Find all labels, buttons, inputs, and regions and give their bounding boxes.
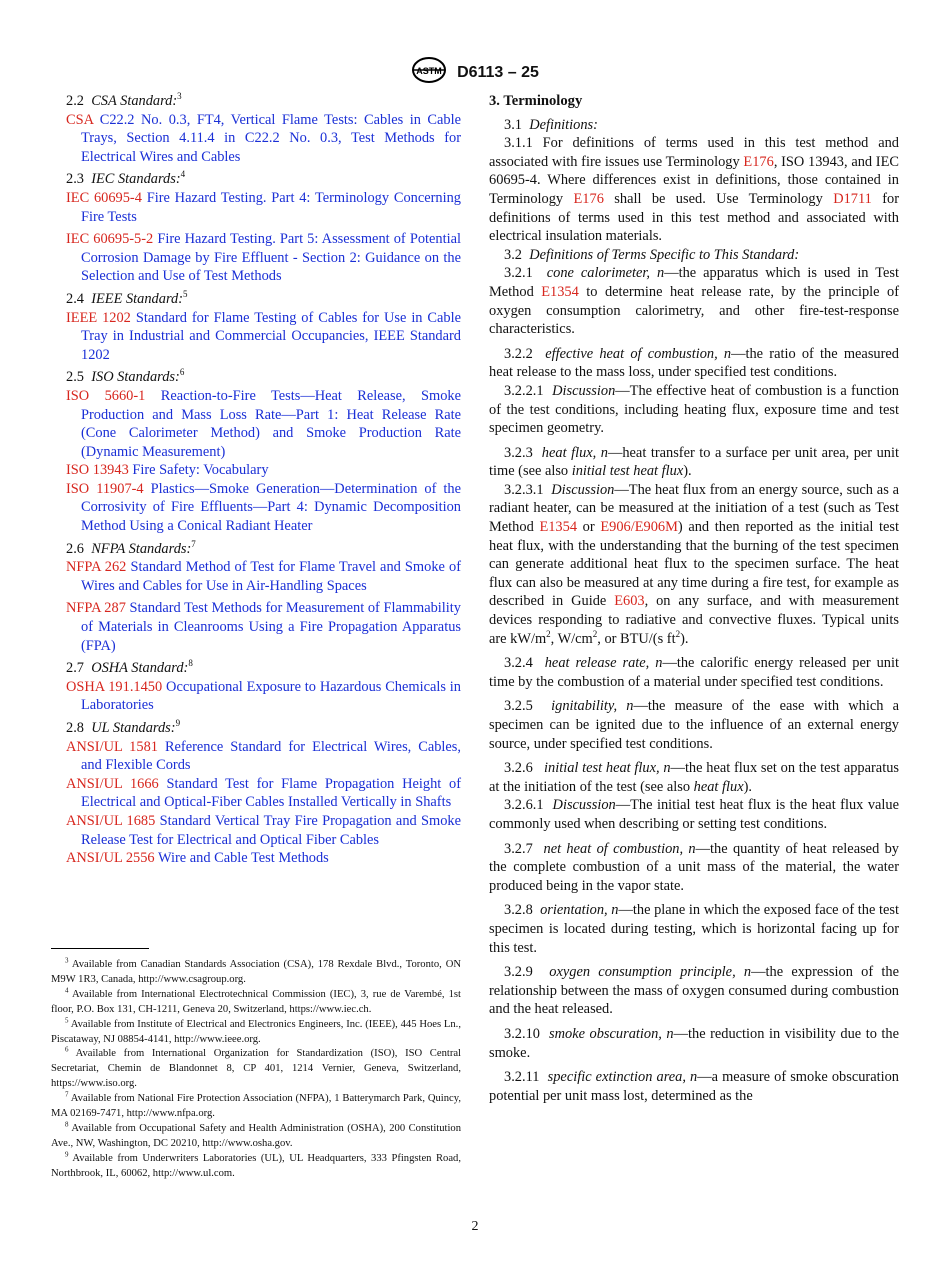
section-2-8: 2.8 UL Standards:$^9$ bbox=[66, 718, 181, 736]
ref-csa bbox=[66, 111, 461, 167]
ref-title[interactable]: Standard Test for Flame Propagation Height of Electrical and Optical-Fiber Cables Installed Vertically in Shafts bbox=[81, 775, 461, 811]
para-3-2-1: 3.2.1 cone calorimeter, n—the apparatus which is used in Test Method E1354 to determine heat release rate, by the principle of oxygen consumption calorimetry, and other fire-test-response characteristics. bbox=[489, 265, 899, 338]
ref-ul-2556 bbox=[66, 849, 461, 868]
section-2-2: 2.2 CSA Standard:$^3$ bbox=[66, 91, 182, 109]
ref-link-e176[interactable]: E176 bbox=[743, 153, 774, 170]
ref-title[interactable]: Reference Standard for Electrical Wires, Cables, and Flexible Cords bbox=[81, 738, 461, 774]
ref-code[interactable]: ANSI/UL 1685 bbox=[66, 812, 156, 829]
section-2-4: 2.4 IEEE Standard:$^5$ bbox=[66, 289, 188, 307]
ref-code[interactable]: CSA bbox=[66, 111, 94, 128]
ref-code[interactable]: ISO 5660-1 bbox=[66, 387, 146, 404]
section-heading-terminology: 3. Terminology bbox=[489, 93, 583, 109]
document-designation: D6113 – 25 bbox=[457, 63, 539, 81]
footnote: $^4$ Available from International Electrotechnical Commission (IEC), 3, rue de Varembé, 1st floor, P.O. Box 131, CH-1211, Geneva 20, Switzerland, https://www.iec.ch. bbox=[51, 986, 461, 1015]
para-3-1-1: 3.1.1 For definitions of terms used in this test method and associated with fire issues use Terminology E176, ISO 13943, and IEC 60695-4. Where differences exist in definitions, those contained in Terminology E176 shall be used. Use Terminology D1711 for definitions of terms used in this test method and associated with electrical insulation materials. bbox=[489, 135, 899, 245]
ref-title[interactable]: Standard for Flame Testing of Cables for Use in Cable Tray in Industrial and Commercial Occupancies, IEEE Standard 1202 bbox=[81, 309, 461, 363]
ref-iso-5660-1 bbox=[66, 387, 461, 461]
ref-code[interactable]: NFPA 262 bbox=[66, 559, 127, 576]
ref-title[interactable]: Wire and Cable Test Methods bbox=[157, 850, 329, 867]
ref-iso-13943 bbox=[66, 461, 461, 480]
right-column bbox=[489, 92, 899, 1105]
para-3-2-11: 3.2.11 specific extinction area, n—a measure of smoke obscuration potential per unit mass lost, determined as the bbox=[489, 1069, 900, 1104]
footnote: $^8$ Available from Occupational Safety and Health Administration (OSHA), 200 Constitution Ave., NW, Washington, DC 20210, http://www.osha.gov. bbox=[51, 1120, 461, 1149]
ref-code[interactable]: ISO 13943 bbox=[66, 462, 129, 479]
para-3-2-9: 3.2.9 oxygen consumption principle, n—the expression of the relationship between the mass of oxygen consumed during combustion and the heat released. bbox=[489, 964, 899, 1018]
ref-nfpa-287 bbox=[66, 599, 461, 655]
ref-link-e906[interactable]: E906/E906M bbox=[600, 519, 678, 536]
para-3-2-6-1: 3.2.6.1 Discussion—The initial test heat flux is the heat flux value commonly used when describing or setting test conditions. bbox=[489, 797, 899, 832]
ref-nfpa-262 bbox=[66, 558, 461, 595]
section-2-5: 2.5 ISO Standards:$^6$ bbox=[66, 367, 185, 386]
para-3-2-3: 3.2.3 heat flux, n—heat transfer to a surface per unit area, per unit time (see also initial test heat flux). bbox=[489, 444, 899, 480]
left-column bbox=[66, 92, 461, 868]
ref-code[interactable]: OSHA 191.1450 bbox=[66, 678, 163, 695]
para-3-2-6: 3.2.6 initial test heat flux, n—the heat flux set on the test apparatus at the initiation of the test (see also heat flux). bbox=[489, 760, 899, 795]
astm-logo-icon bbox=[411, 57, 447, 88]
footnote: $^7$ Available from National Fire Protection Association (NFPA), 1 Batterymarch Park, Quincy, MA 02169-7471, http://www.nfpa.org. bbox=[51, 1090, 461, 1120]
para-3-2-5: 3.2.5 ignitability, n—the measure of the ease with which a specimen can be ignited due to the influence of an external energy source, under specified test conditions. bbox=[489, 698, 899, 752]
ref-link-e1354[interactable]: E1354 bbox=[541, 283, 579, 300]
ref-iec-60695-5-2 bbox=[66, 230, 461, 286]
ref-title[interactable]: C22.2 No. 0.3, FT4, Vertical Flame Tests: Cables in Cable Trays, Section 4.11.4 in C22.2 No. 0.3, Test Methods for Electrical Wires and Cables bbox=[81, 111, 461, 165]
para-3-1: 3.1 Definitions: bbox=[504, 116, 598, 133]
ref-code[interactable]: ANSI/UL 1666 bbox=[66, 775, 159, 792]
footnote: $^3$ Available from Canadian Standards Association (CSA), 178 Rexdale Blvd., Toronto, ON M9W 1R3, Canada, http://www.csagroup.org. bbox=[51, 956, 461, 985]
ref-code[interactable]: ISO 11907-4 bbox=[66, 480, 144, 497]
page-number: 2 bbox=[471, 1219, 479, 1234]
ref-ul-1666 bbox=[66, 775, 461, 812]
para-3-2-8: 3.2.8 orientation, n—the plane in which the exposed face of the test specimen is located during testing, which is horizontal facing up for this test. bbox=[489, 902, 900, 956]
section-2-7: 2.7 OSHA Standard:$^8$ bbox=[66, 658, 193, 677]
ref-title[interactable]: Plastics—Smoke Generation—Determination of the Corrosivity of Fire Effluents—Part 4: Dynamic Decomposition Method Using a Conical Radiant Heater bbox=[81, 480, 461, 535]
ref-iso-11907-4 bbox=[66, 480, 461, 536]
ref-title[interactable]: Fire Safety: Vocabulary bbox=[132, 462, 269, 479]
ref-ieee-1202 bbox=[66, 309, 461, 365]
para-3-2: 3.2 Definitions of Terms Specific to This Standard: bbox=[504, 246, 800, 263]
section-2-3: 2.3 IEC Standards:$^4$ bbox=[66, 169, 186, 188]
footnote: $^9$ Available from Underwriters Laboratories (UL), UL Headquarters, 333 Pfingsten Road, Northbrook, IL, 60062, http://www.ul.com. bbox=[51, 1150, 461, 1179]
ref-title[interactable]: Occupational Exposure to Hazardous Chemicals in Laboratories bbox=[81, 678, 461, 714]
ref-link-e176[interactable]: E176 bbox=[573, 190, 604, 207]
footnote: $^5$ Available from Institute of Electrical and Electronics Engineers, Inc. (IEEE), 445 Hoes Ln., Piscataway, NJ 08854-4141, http://www.ieee.org. bbox=[51, 1016, 461, 1045]
para-3-2-4: 3.2.4 heat release rate, n—the calorific energy released per unit time by the combustion of a material under specified test conditions. bbox=[489, 655, 899, 690]
ref-code[interactable]: ANSI/UL 2556 bbox=[66, 850, 155, 867]
footnotes bbox=[51, 958, 461, 1182]
ref-code[interactable]: ANSI/UL 1581 bbox=[66, 738, 158, 755]
ref-link-e603[interactable]: E603 bbox=[614, 593, 645, 610]
ref-ul-1685 bbox=[66, 812, 461, 849]
para-3-2-3-1: 3.2.3.1 Discussion—The heat flux from an energy source, such as a radiant heater, can be measured at the initiation of a test (such as Test Method E1354 or E906/E906M) and then reported as the initial test heat flux, with the understanding that the burning of the test specimen can generate additional heat flux to the specimen surface. The heat flux can also be measured at any time during a fire test, for example as described in Guide E603, on any surface, and with measurement devices responding to radiative and convective fluxes. Typical units are $kW/m^2$, $W/cm^2$, or BTU/(s $ft^2$). bbox=[489, 481, 900, 647]
para-3-2-2-1: 3.2.2.1 Discussion—The effective heat of combustion is a function of the test conditions, including heating flux, exposure time and test specimen geometry. bbox=[489, 382, 899, 437]
ref-code[interactable]: NFPA 287 bbox=[66, 600, 126, 617]
footnote: $^6$ Available from International Organization for Standardization (ISO), ISO Central Secretariat, Chemin de Blandonnet 8, CP 401, 1214 Vernier, Geneva, Switzerland, https://www.iso.org. bbox=[51, 1045, 461, 1090]
ref-osha-191-1450 bbox=[66, 678, 461, 715]
ref-link-e1354[interactable]: E1354 bbox=[539, 519, 578, 536]
ref-ul-1581 bbox=[66, 738, 461, 775]
ref-code[interactable]: IEC 60695-4 bbox=[66, 189, 142, 206]
para-3-2-7: 3.2.7 net heat of combustion, n—the quantity of heat released by the complete combustion of a unit mass of the material, the water produced being in the vapor state. bbox=[489, 840, 900, 894]
ref-iec-60695-4 bbox=[66, 189, 461, 226]
para-3-2-2: 3.2.2 effective heat of combustion, n—the ratio of the measured heat release to the mass loss, under specified test conditions. bbox=[489, 345, 899, 381]
ref-title[interactable]: Standard Method of Test for Flame Travel and Smoke of Wires and Cables for Use in Air-Handling Spaces bbox=[81, 559, 461, 594]
section-2-6: 2.6 NFPA Standards:$^7$ bbox=[66, 538, 196, 557]
ref-code[interactable]: IEEE 1202 bbox=[66, 309, 131, 326]
footnote-divider bbox=[51, 948, 149, 949]
ref-code[interactable]: IEC 60695-5-2 bbox=[66, 231, 154, 248]
para-3-2-10: 3.2.10 smoke obscuration, n—the reduction in visibility due to the smoke. bbox=[489, 1025, 899, 1061]
ref-link-d1711[interactable]: D1711 bbox=[833, 190, 872, 207]
ref-title[interactable]: Reaction-to-Fire Tests—Heat Release, Smoke Production and Mass Loss Rate—Part 1: Heat Release Rate (Cone Calorimeter Method) and Smoke Production Rate (Dynamic Measurement) bbox=[81, 387, 461, 460]
ref-title[interactable]: Fire Hazard Testing. Part 5: Assessment of Potential Corrosion Damage by Fire Effluent - Section 2: Guidance on the Selection and Use of Test Methods bbox=[81, 231, 461, 285]
ref-title[interactable]: Fire Hazard Testing. Part 4: Terminology Concerning Fire Tests bbox=[81, 189, 461, 225]
ref-title[interactable]: Standard Vertical Tray Fire Propagation and Smoke Release Test for Electrical and Optical Fiber Cables bbox=[81, 812, 461, 848]
ref-title[interactable]: Standard Test Methods for Measurement of Flammability of Materials in Cleanrooms Using a Fire Propagation Apparatus (FPA) bbox=[81, 600, 461, 654]
page-header bbox=[0, 57, 950, 88]
svg-text:ASTM: ASTM bbox=[416, 66, 442, 76]
